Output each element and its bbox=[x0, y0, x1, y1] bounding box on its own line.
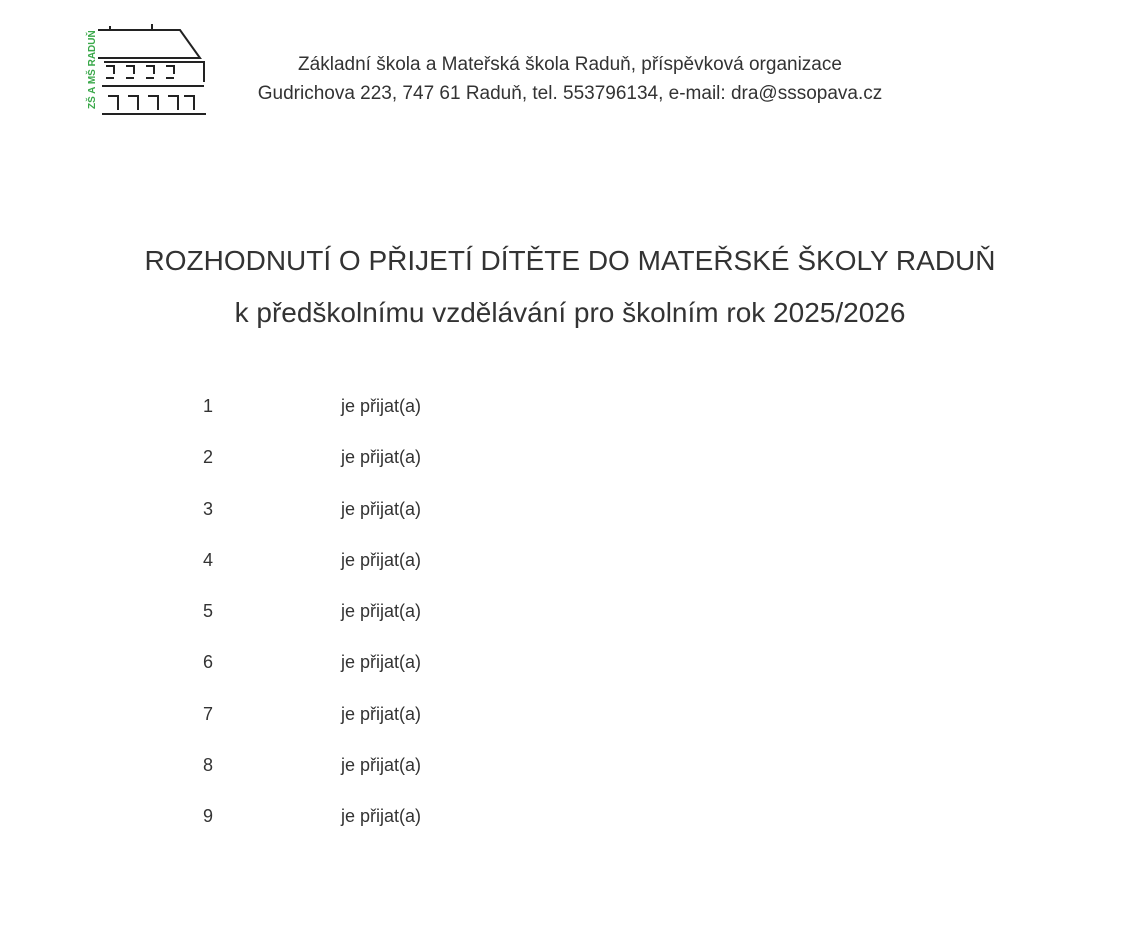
result-status: je přijat(a) bbox=[341, 396, 422, 416]
result-number: 4 bbox=[203, 549, 214, 570]
school-name: Základní škola a Mateřská škola Raduň, příspěvková organizace bbox=[298, 54, 842, 75]
result-row bbox=[200, 443, 700, 494]
result-number: 5 bbox=[203, 601, 214, 622]
result-row bbox=[200, 648, 700, 699]
result-row bbox=[200, 751, 700, 802]
result-status: je přijat(a) bbox=[341, 498, 422, 519]
result-status: je přijat(a) bbox=[341, 755, 422, 776]
document-subtitle: k předškolnímu vzdělávání pro školním rok 2025/2026 bbox=[234, 297, 906, 328]
result-status: je přijat(a) bbox=[341, 549, 422, 570]
result-row bbox=[200, 802, 700, 853]
result-status: je přijat(a) bbox=[341, 447, 422, 468]
result-row bbox=[200, 495, 700, 546]
result-status: je přijat(a) bbox=[341, 601, 422, 622]
result-number: 7 bbox=[203, 703, 214, 724]
admission-results-list bbox=[200, 392, 700, 854]
result-status: je přijat(a) bbox=[341, 806, 422, 827]
result-number: 1 bbox=[203, 396, 214, 416]
result-row bbox=[200, 546, 700, 597]
logo-text: ZŠ A MŠ RADUŇ bbox=[87, 30, 98, 109]
result-status: je přijat(a) bbox=[341, 703, 422, 724]
result-number: 3 bbox=[203, 498, 214, 519]
school-logo bbox=[80, 22, 210, 122]
document-title: ROZHODNUTÍ O PŘIJETÍ DÍTĚTE DO MATEŘSKÉ ŠKOLY RADUŇ bbox=[144, 245, 996, 276]
result-number: 9 bbox=[203, 806, 214, 827]
result-row bbox=[200, 392, 700, 443]
result-row bbox=[200, 700, 700, 751]
result-status: je přijat(a) bbox=[341, 652, 422, 673]
letterhead bbox=[222, 50, 918, 108]
result-number: 2 bbox=[203, 447, 214, 468]
school-address: Gudrichova 223, 747 61 Raduň, tel. 553796134, e-mail: dra@sssopava.cz bbox=[257, 83, 883, 104]
result-row bbox=[200, 597, 700, 648]
result-number: 8 bbox=[203, 755, 214, 776]
result-number: 6 bbox=[203, 652, 214, 673]
